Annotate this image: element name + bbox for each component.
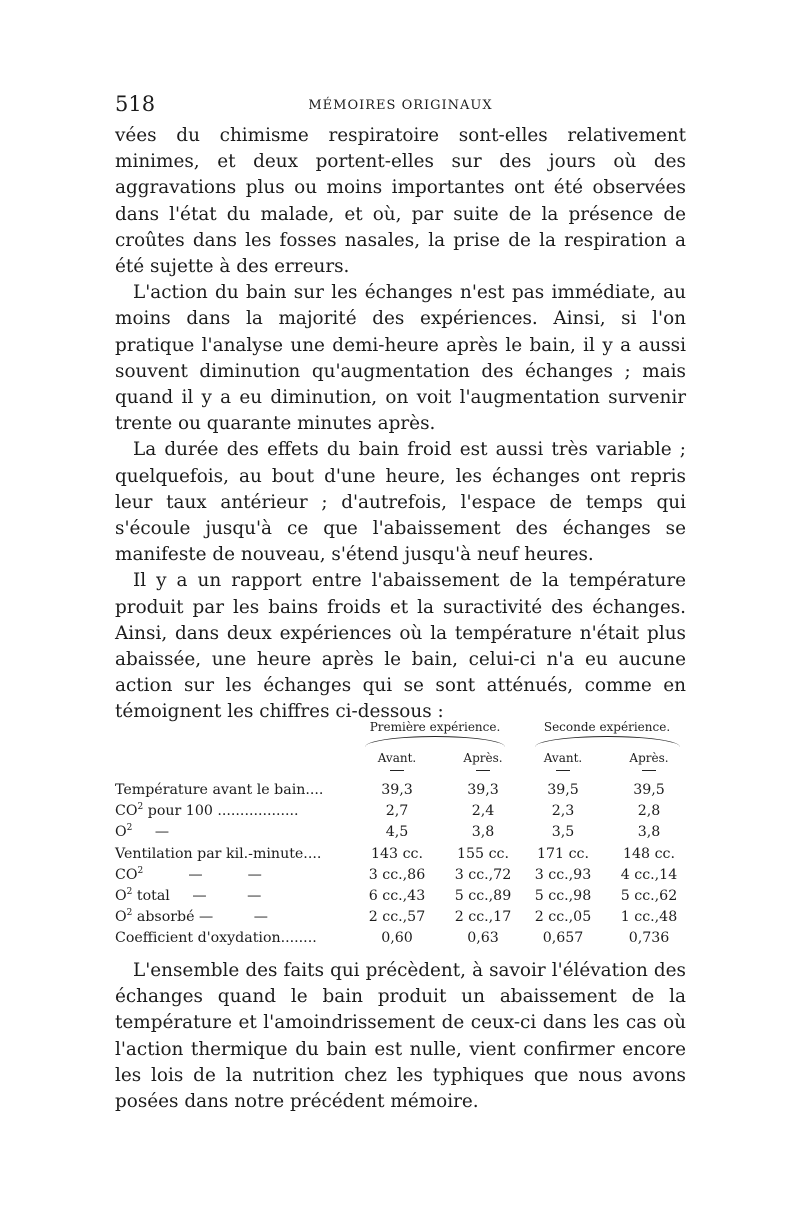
table-cell: 0,60 xyxy=(381,930,413,947)
column-rule-2 xyxy=(476,770,490,771)
table-cell: 148 cc. xyxy=(623,845,675,862)
row-label-superscript: 2 xyxy=(137,865,144,876)
table-cell: 2,4 xyxy=(471,803,495,820)
row-label-suffix: pour 100 .................. xyxy=(143,803,299,820)
table-cell: 0,657 xyxy=(542,930,584,947)
row-label: Ventilation par kil.-minute.... xyxy=(115,845,322,862)
row-label-text: O xyxy=(115,888,127,904)
table-row xyxy=(115,803,690,825)
table-row xyxy=(115,824,690,846)
row-label xyxy=(115,888,261,904)
body-text xyxy=(115,123,686,726)
column-header-1: Avant. xyxy=(377,751,417,765)
paragraph-4: Il y a un rapport entre l'abaissement de la température produit par les bains froids et la suractivité des échanges. Ainsi, dans deux expériences où la température n'était plus abaissée, une heure après le bain, celui-ci n'a eu aucune action sur les échanges qui se sont atténués, comme en témoignent les chiffres ci-dessous : xyxy=(115,570,686,723)
table-row xyxy=(115,846,690,868)
row-label: Température avant le bain.... xyxy=(115,782,324,798)
table-cell: 2,3 xyxy=(551,803,575,820)
table-cell: 143 cc. xyxy=(371,845,423,862)
table-cell: 3,8 xyxy=(637,824,661,841)
row-label xyxy=(115,909,268,925)
table-cell: 155 cc. xyxy=(457,845,509,862)
table-cell: 2 cc.,05 xyxy=(534,909,592,926)
column-rule-3 xyxy=(556,770,570,771)
row-label-suffix: — xyxy=(132,824,170,841)
group-header-1: Première expérience. xyxy=(369,720,501,734)
closing-paragraph: L'ensemble des faits qui précèdent, à savoir l'élévation des échanges quand le bain produit un abaissement de la température et l'amoindrissement de ceux-ci dans les cas où l'action thermique du bain est nulle, vient confirmer encore les lois de la nutrition chez les typhiques que nous avons posées dans notre précédent mémoire. xyxy=(115,960,686,1113)
group-header-2: Seconde expérience. xyxy=(543,720,671,734)
table-cell: 0,736 xyxy=(628,930,670,947)
table-cell: 4 cc.,14 xyxy=(620,866,678,883)
running-title: MÉMOIRES ORIGINAUX xyxy=(308,98,493,113)
table-cell: 5 cc.,98 xyxy=(534,888,592,904)
group-brace-2 xyxy=(535,736,680,747)
table-cell: 39,5 xyxy=(633,782,665,798)
row-label-text: O xyxy=(115,909,127,926)
table-cell: 2,7 xyxy=(385,803,409,820)
table-row xyxy=(115,930,690,952)
page-header xyxy=(113,92,688,122)
table-cell: 3,5 xyxy=(551,824,575,841)
column-rule-1 xyxy=(390,770,404,771)
table-cell: 2 cc.,57 xyxy=(368,909,426,926)
table-cell: 0,63 xyxy=(467,930,499,947)
table-cell: 5 cc.,62 xyxy=(620,888,678,904)
row-label-superscript: 2 xyxy=(137,802,144,813)
paragraph-1: vées du chimisme respiratoire sont-elles relativement minimes, et deux portent-elles sur des jours où des aggravations plus ou moins importantes ont été observées dans l'état du malade, et où, par suite de la présence de croûtes dans les fosses nasales, la prise de la respiration a été sujette à des erreurs. xyxy=(115,125,686,278)
table-cell: 3 cc.,72 xyxy=(454,866,512,883)
row-label xyxy=(115,824,169,840)
table-row xyxy=(115,867,690,889)
group-brace-1 xyxy=(365,736,505,747)
paragraph-3: La durée des effets du bain froid est aussi très variable ; quelquefois, au bout d'une heure, les échanges ont repris leur taux antérieur ; d'autrefois, l'espace de temps qui s'écoule jusqu'à ce que l'abaissement des échanges se manifeste de nouveau, s'étend jusqu'à neuf heures. xyxy=(115,439,686,566)
row-label-suffix: — — xyxy=(143,866,262,883)
table-cell: 2 cc.,17 xyxy=(454,909,512,926)
row-label: Coefficient d'oxydation........ xyxy=(115,930,317,947)
paragraph-2: L'action du bain sur les échanges n'est pas immédiate, au moins dans la majorité des expériences. Ainsi, si l'on pratique l'analyse une demi-heure après le bain, il y a aussi souvent diminution qu'augmentation des échanges ; mais quand il y a eu diminution, on voit l'augmentation survenir trente ou quarante minutes après. xyxy=(115,282,686,435)
row-label-suffix: total — — xyxy=(132,888,262,904)
column-rule-4 xyxy=(642,770,656,771)
table-cell: 39,3 xyxy=(381,782,413,798)
row-label xyxy=(115,867,262,883)
table-row xyxy=(115,782,690,804)
column-header-2: Après. xyxy=(463,751,503,765)
table-cell: 3,8 xyxy=(471,824,495,841)
column-header-4: Après. xyxy=(629,751,669,765)
table-cell: 39,3 xyxy=(467,782,499,798)
row-label-suffix: absorbé — — xyxy=(132,909,268,926)
table-cell: 3 cc.,86 xyxy=(368,866,426,883)
row-label-superscript: 2 xyxy=(126,908,133,919)
row-label-text: CO xyxy=(115,866,138,883)
table-cell: 3 cc.,93 xyxy=(534,866,592,883)
row-label-text: CO xyxy=(115,803,138,820)
page-number: 518 xyxy=(115,92,156,116)
table-row xyxy=(115,888,690,910)
table-cell: 1 cc.,48 xyxy=(620,909,678,926)
closing-text xyxy=(115,958,686,1115)
table-cell: 6 cc.,43 xyxy=(368,888,426,904)
table-cell: 5 cc.,89 xyxy=(454,888,512,904)
table-row xyxy=(115,909,690,931)
column-header-3: Avant. xyxy=(543,751,583,765)
table-cell: 39,5 xyxy=(547,782,579,798)
table-cell: 2,8 xyxy=(637,803,661,820)
row-label-superscript: 2 xyxy=(126,887,133,897)
row-label-superscript: 2 xyxy=(126,823,133,834)
row-label-text: O xyxy=(115,824,127,841)
table-cell: 171 cc. xyxy=(537,845,589,862)
table-cell: 4,5 xyxy=(385,824,409,841)
row-label xyxy=(115,803,299,819)
